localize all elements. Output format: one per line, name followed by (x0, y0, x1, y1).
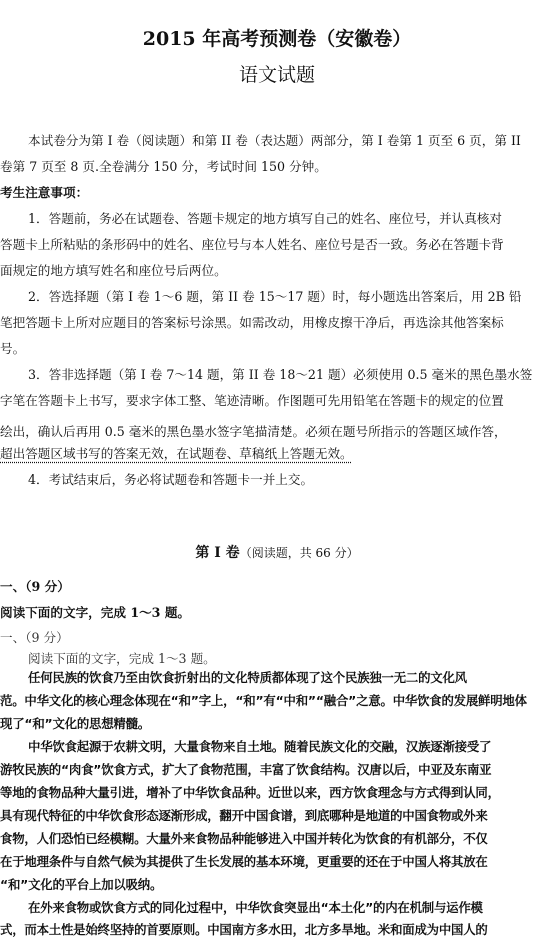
passage-line-9: 在于地理条件与自然气候为其提供了生长发展的基本环境，更重要的还在于中国人将其放在 (0, 854, 488, 869)
part1-instruction: 阅读下面的文字，完成 1～3 题。 (0, 605, 191, 620)
section-title: 第 I 卷 (195, 545, 240, 561)
notice-heading: 考生注意事项： (0, 185, 89, 200)
notice-item-2-line-1: 2．答选择题（第 I 卷 1～6 题，第 II 卷 15～17 题）时，每小题选出答案后，用 2B 铅 (28, 289, 522, 304)
passage-line-11: 在外来食物或饮食方式的同化过程中，中华饮食突显出“本土化”的内在机制与运作模 (28, 900, 483, 915)
part1-instruction-repeat: 阅读下面的文字，完成 1～3 题。 (28, 651, 216, 666)
passage-line-5: 游牧民族的“肉食”饮食方式，扩大了食物范围，丰富了饮食结构。汉唐以后，中亚及东南亚 (0, 762, 492, 777)
passage-line-7: 具有现代特征的中华饮食形态逐渐形成，翻开中国食谱，到底哪种是地道的中国食物或外来 (0, 808, 488, 823)
section-heading (0, 542, 554, 562)
notice-item-1-line-2: 答题卡上所粘贴的条形码中的姓名、座位号与本人姓名、座位号是否一致。务必在答题卡背 (0, 237, 504, 252)
notice-item-3-line-4: 超出答题区域书写的答案无效，在试题卷、草稿纸上答题无效。 (0, 446, 353, 461)
passage-line-10: “和”文化的平台上加以吸纳。 (0, 877, 163, 892)
intro-line-1: 本试卷分为第 I 卷（阅读题）和第 II 卷（表达题）两部分，第 I 卷第 1 页至 6 页，第 II (28, 133, 521, 148)
passage-line-8: 食物，人们恐怕已经模糊。大量外来食物品种能够进入中国并转化为饮食的有机部分，不仅 (0, 831, 488, 846)
notice-item-3-line-2: 字笔在答题卡上书写，要求字体工整、笔迹清晰。作图题可先用铅笔在答题卡的规定的位置 (0, 393, 504, 408)
notice-item-1-line-3: 面规定的地方填写姓名和座位号后两位。 (0, 263, 227, 278)
notice-item-4-line-1: 4．考试结束后，务必将试题卷和答题卡一并上交。 (28, 472, 314, 487)
passage-line-1: 任何民族的饮食乃至由饮食折射出的文化特质都体现了这个民族独一无二的文化风 (28, 670, 467, 685)
notice-item-3-line-1: 3．答非选择题（第 I 卷 7～14 题，第 II 卷 18～21 题）必须使用 0.5 毫米的黑色墨水签 (28, 367, 533, 382)
notice-item-3-line-3: 绘出，确认后再用 0.5 毫米的黑色墨水签字笔描清楚。必须在题号所指示的答题区域作答， (0, 424, 507, 439)
exam-title: 2015 年高考预测卷（安徽卷） (142, 28, 412, 50)
passage-line-4: 中华饮食起源于农耕文明，大量食物来自土地。随着民族文化的交融，汉族逐渐接受了 (28, 739, 492, 754)
passage-line-12: 式，而本土性是始终坚持的首要原则。中国南方多水田，北方多旱地。米和面成为中国人的 (0, 922, 488, 937)
passage-line-2: 范。中华文化的核心理念体现在“和”字上，“和”有“中和”“融合”之意。中华饮食的发展鲜明地体 (0, 693, 527, 708)
notice-item-2-line-2: 笔把答题卡上所对应题目的答案标号涂黑。如需改动，用橡皮擦干净后，再选涂其他答案标 (0, 315, 504, 330)
notice-item-1-line-1: 1．答题前，务必在试题卷、答题卡规定的地方填写自己的姓名、座位号，并认真核对 (28, 211, 502, 226)
part1-label: 一、（9 分） (0, 579, 70, 594)
section-subtitle: （阅读题，共 66 分） (239, 546, 359, 560)
part1-label-repeat: 一、（9 分） (0, 630, 69, 645)
passage-line-6: 等地的食物品种大量引进，增补了中华饮食品种。近世以来，西方饮食理念与方式得到认同， (0, 785, 500, 800)
intro-line-2: 卷第 7 页至 8 页.全卷满分 150 分，考试时间 150 分钟。 (0, 159, 327, 174)
passage-line-3: 现了“和”文化的思想精髓。 (0, 716, 150, 731)
exam-subtitle: 语文试题 (238, 64, 315, 86)
notice-item-2-line-3: 号。 (0, 341, 26, 356)
